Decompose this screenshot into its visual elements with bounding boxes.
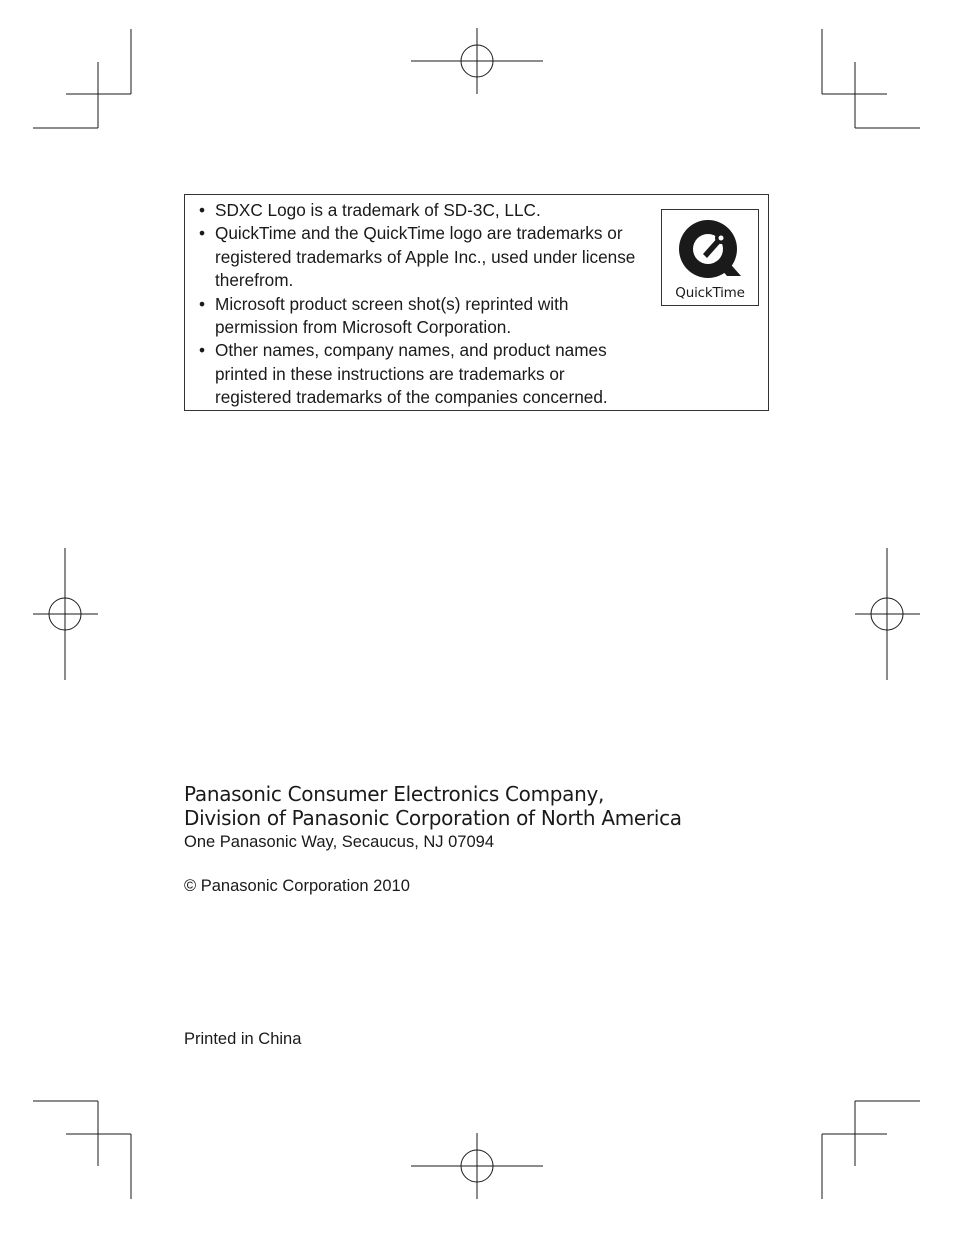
company-line-2: Division of Panasonic Corporation of North America: [184, 806, 682, 830]
crop-mark-top-right: [822, 29, 920, 128]
notice-text: QuickTime and the QuickTime logo are trademarks or registered trademarks of Apple Inc., used under license therefrom.: [215, 223, 636, 291]
notice-text: SDXC Logo is a trademark of SD-3C, LLC.: [215, 200, 541, 220]
crop-mark-bottom-right: [822, 1101, 920, 1199]
notice-text: Other names, company names, and product names printed in these instructions are trademarks or registered trademarks of the companies concerned.: [215, 340, 608, 408]
copyright-notice: © Panasonic Corporation 2010: [184, 877, 410, 895]
registration-mark-top: [411, 28, 543, 94]
notice-item: [199, 293, 644, 340]
bullet: •: [199, 200, 206, 220]
registration-mark-right: [855, 548, 920, 680]
quicktime-logo: [661, 209, 759, 306]
notice-text: Microsoft product screen shot(s) reprinted with permission from Microsoft Corporation.: [215, 293, 569, 338]
bullet: •: [199, 340, 206, 361]
bullet: •: [199, 293, 206, 314]
bullet: •: [199, 223, 206, 244]
trademark-notice-list: [199, 199, 644, 410]
crop-mark-top-left: [33, 29, 131, 128]
trademark-notice-box: [184, 194, 769, 411]
quicktime-wordmark: QuickTime: [675, 285, 745, 301]
printed-in-notice: Printed in China: [184, 1030, 302, 1048]
registration-mark-left: [33, 548, 98, 680]
company-address: One Panasonic Way, Secaucus, NJ 07094: [184, 833, 495, 851]
quicktime-q-icon: [679, 218, 743, 282]
registration-mark-bottom: [411, 1133, 543, 1199]
company-name-block: [184, 782, 682, 830]
crop-mark-bottom-left: [33, 1101, 131, 1199]
notice-item: [199, 339, 644, 409]
notice-item: [199, 222, 644, 292]
notice-item: [199, 199, 644, 222]
company-line-1: Panasonic Consumer Electronics Company,: [184, 782, 605, 806]
